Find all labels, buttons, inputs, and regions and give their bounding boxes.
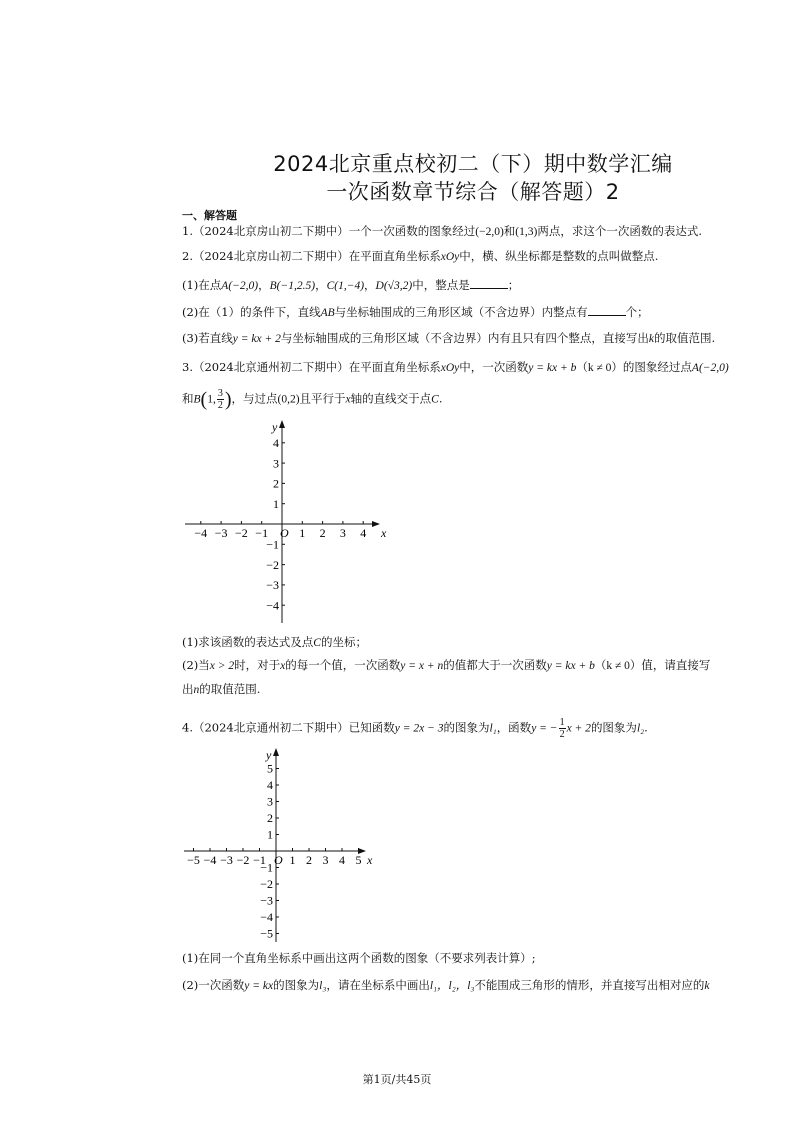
x-tick-label: 3: [339, 526, 346, 540]
y-tick-label: 2: [267, 811, 273, 826]
x-tick-label: 5: [355, 853, 362, 867]
y-tick-label: 1: [273, 496, 279, 511]
question-4-stem: 4.（2024北京通州初二下期中）已知函数y = 2x − 3的图象为l₁，函数y = − $\frac{1}{2}$ x + 2的图象为l₂.: [182, 717, 648, 740]
question-3-stem-2: 和B(1, $\frac{3}{2}$ )，与过点(0,2)且平行于x轴的直线交于点C.: [182, 388, 443, 411]
origin-label: O: [280, 526, 289, 540]
y-tick-label: −3: [266, 578, 279, 593]
y-tick-label: 3: [273, 456, 279, 471]
y-tick-label: −1: [260, 860, 273, 875]
x-axis-label: x: [381, 526, 387, 540]
y-tick-label: 5: [267, 761, 273, 776]
y-axis-label: y: [266, 748, 272, 762]
section-heading: 一、解答题: [182, 209, 237, 222]
x-tick-label: −3: [214, 526, 228, 540]
question-3-stem: 3.（2024北京通州初二下期中）在平面直角坐标系xOy中，一次函数y = kx + b（k ≠ 0）的图象经过点A(−2,0): [182, 360, 729, 374]
x-tick-label: 1: [289, 853, 296, 867]
x-tick-label: 3: [322, 853, 329, 867]
question-3-part-2-cont: 出n的取值范围.: [182, 682, 261, 696]
x-tick-label: 4: [339, 853, 345, 867]
question-1: 1.（2024北京房山初二下期中）一个一次函数的图象经过(−2,0)和(1,3)两点，求这个一次函数的表达式.: [182, 224, 702, 238]
question-2-part-1: (1)在点A(−2,0)，B(−1,2.5)，C(1,−4)，D(√3,2)中，整点是 ；: [182, 278, 520, 292]
y-tick-label: 2: [273, 476, 279, 491]
document-title: 2024北京重点校初二（下）期中数学汇编: [273, 152, 673, 176]
x-tick-label: −1: [255, 526, 269, 540]
y-tick-label: −2: [266, 557, 279, 572]
x-tick-label: −4: [194, 526, 208, 540]
coordinate-grid-q4: [172, 746, 387, 946]
x-tick-label: −2: [235, 526, 248, 540]
y-tick-label: −2: [260, 877, 273, 892]
x-tick-label: 4: [360, 526, 367, 540]
y-axis-arrow: [273, 748, 279, 756]
y-axis-label: y: [272, 420, 278, 434]
question-4-part-2: (2)一次函数y = kx的图象为l₃，请在坐标系中画出l₁，l₂，l₃不能围成三角形的情形，并直接写出相对应的k: [182, 978, 710, 992]
x-tick-label: −3: [220, 853, 233, 867]
y-tick-label: 4: [273, 436, 279, 450]
x-tick-label: −5: [187, 853, 200, 867]
x-tick-label: −4: [203, 853, 217, 867]
answer-blank: [470, 277, 508, 289]
origin-label: O: [274, 853, 283, 867]
x-axis-arrow: [372, 521, 380, 527]
y-tick-label: −3: [260, 893, 273, 908]
y-tick-label: −1: [266, 537, 279, 552]
page-footer: 第1页/共45页: [362, 1073, 432, 1086]
question-4-part-1: (1)在同一个直角坐标系中画出这两个函数的图象（不要求列表计算）;: [182, 951, 536, 965]
x-tick-label: −2: [236, 853, 250, 867]
coordinate-grid-q3: [170, 418, 400, 630]
question-3-part-2: (2)当x > 2时，对于x的每一个值，一次函数y = x + n的值都大于一次函数y = kx + b（k ≠ 0）值，请直接写: [182, 658, 711, 672]
y-tick-label: 1: [267, 827, 273, 842]
question-2-stem: 2.（2024北京房山初二下期中）在平面直角坐标系xOy中，横、纵坐标都是整数的点叫做整点.: [182, 249, 659, 263]
document-subtitle: 一次函数章节综合（解答题）2: [326, 180, 620, 204]
x-axis-label: x: [367, 853, 373, 867]
x-tick-label: 2: [319, 526, 326, 540]
question-2-part-3: (3)若直线y = kx + 2与坐标轴围成的三角形区域（不含边界）内有且只有四个整点，直接写出k的取值范围.: [182, 331, 716, 345]
y-axis-arrow: [279, 420, 285, 428]
y-tick-label: 4: [267, 778, 273, 793]
y-tick-label: −5: [260, 926, 273, 941]
x-tick-label: 2: [306, 853, 312, 867]
x-tick-label: −1: [253, 853, 266, 867]
question-3-part-1: (1)求该函数的表达式及点C的坐标；: [182, 635, 367, 649]
y-tick-label: −4: [260, 910, 273, 925]
x-tick-label: 1: [299, 526, 306, 540]
y-tick-label: 3: [267, 794, 273, 809]
answer-blank: [588, 304, 626, 316]
y-tick-label: −4: [266, 598, 279, 613]
question-2-part-2: (2)在（1）的条件下，直线AB与坐标轴围成的三角形区域（不含边界）内整点有 个；: [182, 305, 649, 319]
